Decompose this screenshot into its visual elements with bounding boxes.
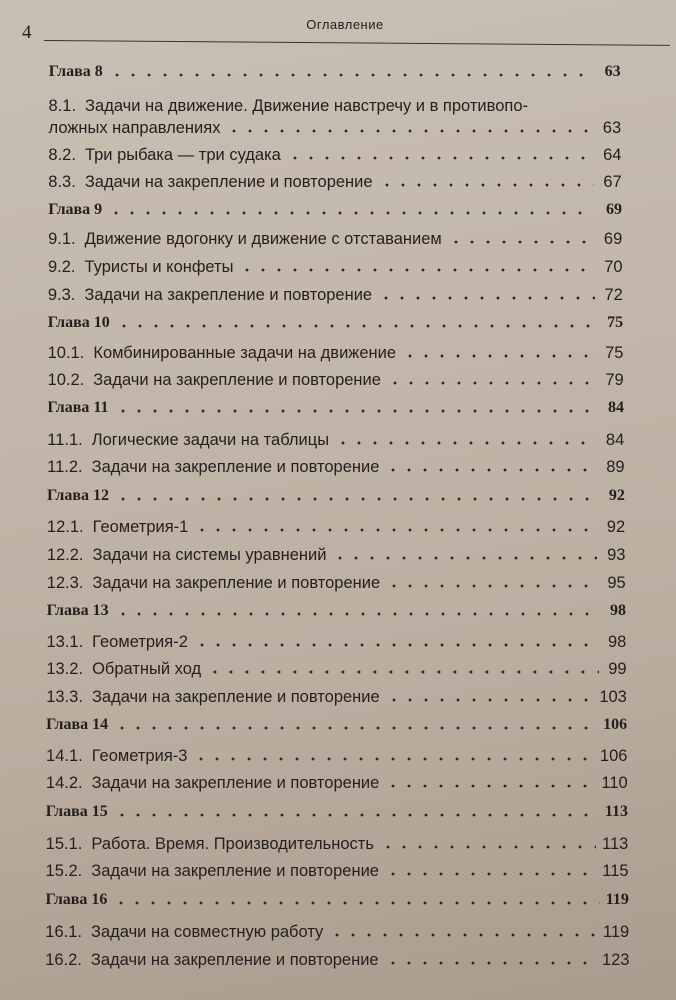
toc-section-title: Задачи на закрепление и повторение [84,173,373,191]
leader-dots [402,349,595,359]
leader-dots [385,867,596,877]
toc-page-number: 106 [599,747,628,765]
toc-chapter-entry [46,802,628,822]
toc-section-number: 12.2. [46,546,84,564]
toc-chapter-entry [45,890,628,910]
toc-chapter-title: Глава 11 [47,399,109,416]
leader-dots [386,693,594,703]
leader-dots [380,840,596,850]
toc-page-number: 89 [606,458,625,476]
toc-chapter-title: Глава 12 [47,487,110,504]
leader-dots [239,263,594,273]
toc-section-entry [47,545,626,565]
leader-dots [115,492,597,502]
toc-section-entry [46,861,629,881]
toc-page-number: 110 [601,774,628,792]
toc-section-entry [48,172,621,192]
toc-section-title: Обратный ход [92,660,202,678]
leader-dots [448,235,595,245]
toc-section-number: 8.2. [48,146,76,164]
toc-section-number: 13.2. [46,660,84,678]
toc-section-number: 11.1. [47,431,83,449]
toc-section-title: Геометрия-1 [92,518,189,536]
toc-section-title: Работа. Время. Производительность [91,835,374,853]
toc-section-entry [48,257,623,277]
toc-section-entry [48,97,622,138]
toc-section-number: 14.2. [45,774,83,792]
toc-chapter-entry [47,398,624,418]
toc-section-entry [48,285,623,305]
toc-page-number: 103 [599,688,627,706]
leader-dots [287,151,594,161]
leader-dots [114,721,597,731]
leader-dots [385,779,595,789]
toc-page-number: 69 [605,201,622,218]
toc-chapter-entry [47,486,625,506]
toc-section-number: 15.1. [45,835,83,853]
leader-dots [385,463,596,473]
toc-section-number: 13.3. [46,688,83,706]
toc-section-title: Задачи на закрепление и повторение [91,862,379,880]
toc-section-entry [46,773,628,793]
toc-chapter-title: Глава 13 [46,602,109,619]
toc-page-number: 84 [607,399,624,416]
toc-chapter-title: Глава 14 [46,716,109,733]
toc-section-number: 9.2. [47,258,76,276]
leader-dots [109,68,593,78]
toc-section-number: 15.2. [45,862,83,880]
toc-section-title: Задачи на закрепление и повторение [90,951,379,969]
leader-dots [115,607,598,617]
leader-dots [378,291,595,301]
toc-chapter-title: Глава 10 [47,314,110,331]
toc-section-number: 16.1. [45,923,82,941]
toc-section-entry [46,834,629,854]
toc-page-number: 84 [605,431,625,449]
toc-page-number: 70 [604,258,623,276]
leader-dots [193,752,593,762]
toc-page-number: 92 [606,518,626,536]
toc-section-entry [46,746,627,766]
toc-page-number: 115 [602,862,629,880]
toc-page-number: 75 [605,344,624,362]
page-number: 4 [22,22,32,43]
toc-page-number: 95 [607,574,626,592]
toc-section-title-part: Задачи на движение. Движение навстречу и в противопо- [85,97,528,115]
toc-page-number: 123 [601,951,630,969]
toc-chapter-entry [48,313,623,333]
toc-page-number: 75 [607,314,624,331]
toc-section-entry [47,430,624,450]
toc-section-entry [46,659,626,679]
toc-section-title: Геометрия-2 [92,633,188,651]
leader-dots [114,808,599,818]
toc-section-title-line1 [49,96,528,116]
toc-section-entry [46,687,627,707]
leader-dots [194,638,598,648]
leader-dots [113,896,599,906]
toc-section-number: 8.3. [48,173,76,191]
toc-chapter-entry [47,601,626,621]
toc-section-entry [47,517,625,537]
toc-section-entry [47,573,626,593]
toc-section-number: 8.1. [48,97,77,115]
leader-dots [116,319,595,329]
toc-section-title: Задачи на системы уравнений [92,546,327,564]
toc-section-title: Задачи на закрепление и повторение [84,286,373,304]
toc-section-number: 12.1. [46,518,84,536]
toc-section-entry [46,632,626,652]
toc-page-number: 64 [603,146,622,164]
toc-section-title: Задачи на закрепление и повторение [92,574,381,592]
toc-section-title: ложных направлениях [48,119,221,137]
toc-page-number: 119 [605,891,629,908]
toc-page-number: 92 [608,487,625,504]
leader-dots [226,124,593,134]
toc-section-title: Задачи на закрепление и повторение [91,458,380,476]
toc-chapter-entry [46,715,627,735]
toc-page-number: 63 [604,63,621,80]
toc-section-title: Движение вдогонку и движение с отставанием [84,230,442,248]
toc-section-title: Логические задачи на таблицы [91,431,330,449]
toc-page-number: 63 [602,119,622,137]
toc-section-number: 9.3. [47,286,76,304]
toc-section-number: 9.1. [48,230,76,248]
toc-page-number: 119 [602,923,630,941]
toc-section-number: 14.1. [46,747,83,765]
toc-section-title: Задачи на закрепление и повторение [91,688,380,706]
leader-dots [115,404,596,414]
leader-dots [332,551,597,561]
toc-section-number: 16.2. [45,951,82,969]
toc-section-number: 12.3. [46,574,84,592]
toc-section-title: Задачи на совместную работу [91,923,324,941]
toc-section-number: 11.2. [47,458,83,476]
leader-dots [379,178,594,188]
toc-section-entry [47,457,624,477]
toc-page-number: 113 [604,803,628,820]
toc-page-number: 79 [605,371,624,389]
toc-page-number: 106 [603,716,628,733]
leader-dots [335,436,596,446]
toc-chapter-entry [48,200,622,220]
running-title: Оглавление [306,17,384,32]
toc-section-title: Три рыбака — три судака [84,146,281,164]
toc-section-entry [45,922,629,942]
leader-dots [207,665,598,675]
toc-section-entry [48,145,621,165]
toc-chapter-title: Глава 9 [48,201,103,218]
toc-section-title: Комбинированные задачи на движение [93,344,397,362]
toc-page-number: 69 [603,230,623,248]
toc-chapter-title: Глава 16 [45,891,108,908]
toc-page-number: 99 [608,660,627,678]
toc-section-entry [48,343,624,363]
toc-section-title: Геометрия-3 [91,747,188,765]
leader-dots [385,956,596,966]
leader-dots [386,579,598,589]
toc-section-entry [45,950,629,970]
toc-section-entry [48,229,622,249]
leader-dots [329,928,597,938]
toc-page-number: 72 [604,286,623,304]
toc-section-title: Задачи на закрепление и повторение [93,371,381,389]
toc-chapter-title: Глава 15 [45,803,108,820]
toc-page-number: 67 [603,173,622,191]
toc-page-number: 98 [610,602,626,619]
toc-page-number: 98 [607,633,627,651]
leader-dots [387,376,596,386]
toc-section-number: 10.1. [47,344,85,362]
leader-dots [194,523,597,533]
toc-section-entry [48,370,624,390]
toc-section-number: 13.1. [46,633,84,651]
toc-page-number: 113 [602,835,629,853]
toc-section-title: Задачи на закрепление и повторение [91,774,380,792]
toc-page-number: 93 [607,546,626,564]
toc-chapter-entry [49,62,621,82]
toc-chapter-title: Глава 8 [48,63,103,80]
toc-section-title: Туристы и конфеты [84,258,234,276]
leader-dots [108,206,594,216]
toc-section-number: 10.2. [47,371,85,389]
